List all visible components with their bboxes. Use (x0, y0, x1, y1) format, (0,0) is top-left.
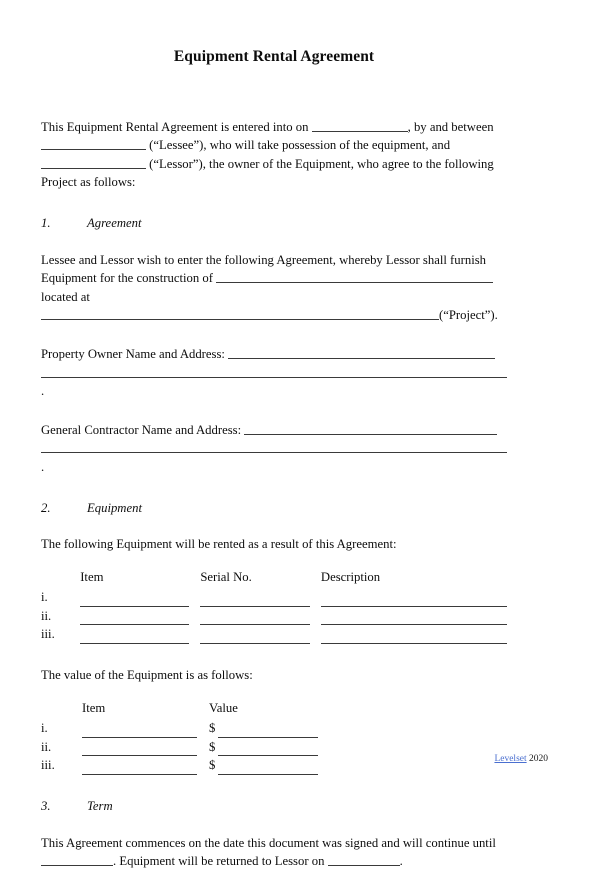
general-contractor-blank[interactable] (244, 422, 497, 435)
value-amount-blank-1[interactable] (218, 722, 318, 738)
general-contractor-field (41, 421, 507, 477)
levelset-link[interactable]: Levelset (494, 754, 527, 764)
equipment-serial-blank-1[interactable] (200, 591, 309, 607)
intro-line2-text: (“Lessee”), who will take possession of the equipment, and (149, 138, 451, 153)
property-owner-label: Property Owner Name and Address: (41, 346, 225, 361)
equipment-item-blank-3[interactable] (80, 628, 189, 644)
footer (494, 753, 548, 765)
currency-symbol: $ (209, 721, 216, 736)
agreement-body (41, 251, 507, 325)
general-contractor-label: General Contractor Name and Address: (41, 422, 242, 437)
property-owner-blank-2[interactable] (41, 365, 507, 378)
term-line2-middle: . Equipment will be returned to Lessor on (113, 854, 325, 869)
agreement-line2-suffix: located at (41, 289, 90, 304)
equipment-description-blank-2[interactable] (321, 609, 507, 625)
value-row-numeral: ii. (41, 739, 52, 754)
lessee-name-blank[interactable] (41, 137, 146, 150)
equipment-row-numeral: ii. (41, 608, 52, 623)
term-line1: This Agreement commences on the date this document was signed and will continue until (41, 835, 496, 850)
term-body (41, 834, 507, 871)
equipment-col-serial-header: Serial No. (200, 569, 252, 584)
property-owner-field (41, 345, 507, 401)
equipment-item-blank-2[interactable] (80, 609, 189, 625)
table-row (41, 607, 507, 626)
value-amount-blank-2[interactable] (218, 740, 318, 756)
term-return-date-blank[interactable] (328, 853, 400, 866)
project-construction-blank[interactable] (216, 270, 493, 283)
property-owner-blank[interactable] (228, 346, 495, 359)
value-intro-text: The value of the Equipment is as follows: (41, 668, 253, 683)
value-item-blank-2[interactable] (82, 740, 197, 756)
intro-line1-prefix: This Equipment Rental Agreement is entered into on (41, 119, 309, 134)
value-col-value-header: Value (209, 700, 238, 715)
footer-year: 2020 (529, 754, 548, 764)
section-title: Agreement (87, 215, 142, 230)
section-title: Equipment (87, 500, 142, 515)
project-location-blank[interactable] (41, 307, 439, 320)
general-contractor-blank-2[interactable] (41, 440, 507, 453)
section-heading-agreement (41, 214, 507, 233)
table-row (41, 719, 319, 738)
equipment-description-blank-1[interactable] (321, 591, 507, 607)
equipment-table-header-row (41, 568, 507, 589)
equipment-row-numeral: iii. (41, 627, 55, 642)
equipment-serial-blank-2[interactable] (200, 609, 309, 625)
section-heading-term (41, 797, 507, 816)
currency-symbol: $ (209, 739, 216, 754)
equipment-item-blank-1[interactable] (80, 591, 189, 607)
general-contractor-period: . (41, 459, 45, 474)
section-heading-equipment (41, 499, 507, 518)
property-owner-period: . (41, 384, 45, 399)
equipment-serial-blank-3[interactable] (200, 628, 309, 644)
intro-paragraph (41, 91, 507, 192)
section-title: Term (87, 799, 113, 814)
agreement-line2-prefix: Equipment for the construction of (41, 271, 213, 286)
value-amount-blank-3[interactable] (218, 759, 318, 775)
agreement-line3-suffix: (“Project”). (439, 308, 498, 323)
equipment-description-blank-3[interactable] (321, 628, 507, 644)
intro-line1-suffix: , by and between (407, 119, 494, 134)
intro-line4-text: Project as follows: (41, 175, 136, 190)
term-start-date-blank[interactable] (41, 853, 113, 866)
equipment-col-item-header: Item (80, 569, 104, 584)
page-title: Equipment Rental Agreement (173, 48, 375, 65)
value-col-item-header: Item (82, 700, 106, 715)
section-number: 1. (41, 215, 51, 230)
table-row (41, 625, 507, 644)
term-line2-period: . (399, 854, 403, 869)
equipment-col-description-header: Description (320, 569, 381, 584)
section-number: 2. (41, 500, 51, 515)
value-item-blank-1[interactable] (82, 722, 197, 738)
value-item-blank-3[interactable] (82, 759, 197, 775)
value-table (41, 699, 319, 775)
lessor-name-blank[interactable] (41, 156, 146, 169)
currency-symbol: $ (209, 758, 216, 773)
table-row (41, 738, 319, 757)
section-number: 3. (41, 799, 51, 814)
document-body (41, 0, 507, 871)
value-table-header-row (41, 699, 319, 720)
value-row-numeral: i. (41, 721, 48, 736)
intro-line3-text: (“Lessor”), the owner of the Equipment, who agree to the following (149, 156, 494, 171)
date-blank[interactable] (312, 119, 408, 132)
table-row (41, 588, 507, 607)
equipment-row-numeral: i. (41, 590, 48, 605)
equipment-intro-text: The following Equipment will be rented as a result of this Agreement: (41, 537, 397, 552)
value-row-numeral: iii. (41, 758, 55, 773)
table-row (41, 756, 319, 775)
equipment-table (41, 568, 507, 644)
agreement-line1: Lessee and Lessor wish to enter the following Agreement, whereby Lessor shall furnish (41, 252, 487, 267)
